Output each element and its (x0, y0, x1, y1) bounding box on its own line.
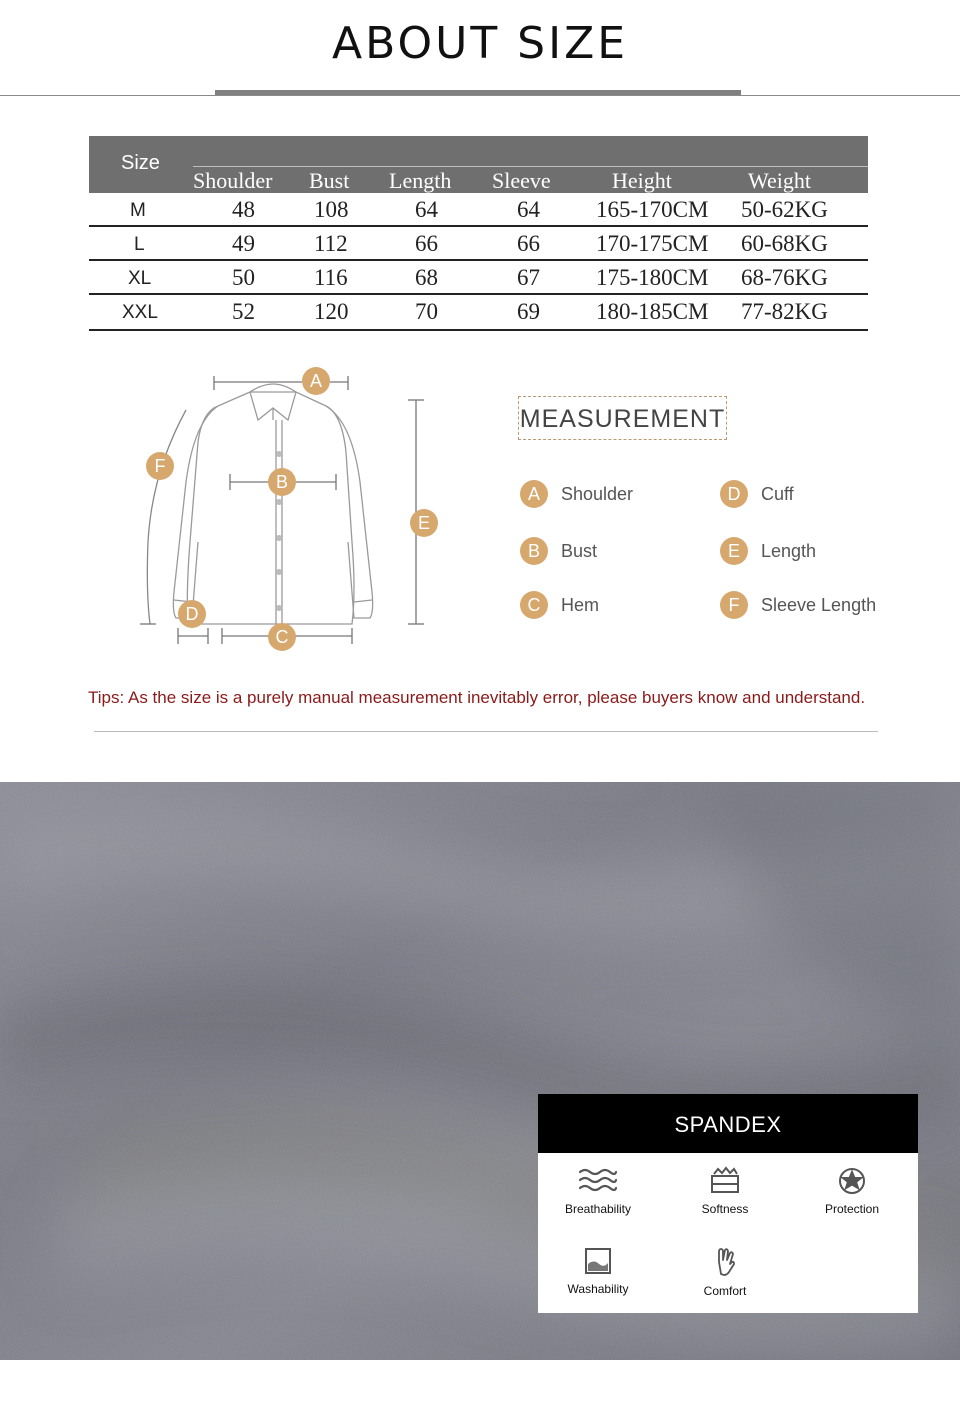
legend-label: Length (761, 540, 817, 561)
cell-sleeve: 64 (517, 197, 540, 222)
shirt-measurement-diagram (90, 362, 510, 662)
feature-label: Breathability (564, 1202, 632, 1216)
header-shoulder: Shoulder (193, 168, 273, 193)
header-weight: Weight (748, 168, 811, 193)
cell-bust: 116 (314, 265, 348, 290)
table-row (89, 295, 868, 331)
cell-height: 180-185CM (596, 299, 709, 324)
cell-weight: 50-62KG (741, 197, 828, 222)
legend-cuff (720, 480, 794, 508)
header-length: Length (389, 168, 452, 193)
legend-length (720, 537, 816, 565)
waves-icon (578, 1166, 618, 1196)
legend-label: Cuff (761, 483, 794, 504)
material-card (538, 1094, 918, 1313)
cell-bust: 120 (314, 299, 349, 324)
header-height: Height (612, 168, 672, 193)
legend-badge: E (720, 537, 748, 565)
marker-b: B (268, 468, 296, 496)
cell-length: 66 (415, 231, 438, 256)
material-title: SPANDEX (538, 1094, 918, 1153)
cell-shoulder: 49 (232, 231, 255, 256)
table-row (89, 193, 868, 227)
cell-length: 68 (415, 265, 438, 290)
cell-bust: 108 (314, 197, 349, 222)
header-sleeve: Sleeve (492, 168, 551, 193)
marker-e: E (410, 509, 438, 537)
cell-shoulder: 50 (232, 265, 255, 290)
size-table (89, 136, 868, 331)
header-underline-bar (215, 90, 741, 95)
table-row (89, 261, 868, 295)
legend-badge: C (520, 591, 548, 619)
legend-label: Bust (561, 540, 598, 561)
legend-badge: A (520, 480, 548, 508)
cell-weight: 60-68KG (741, 231, 828, 256)
legend-badge: D (720, 480, 748, 508)
legend-label: Sleeve Length (761, 594, 877, 615)
page-title: ABOUT SIZE (331, 18, 629, 69)
legend-label: Shoulder (561, 483, 634, 504)
protection-icon (837, 1166, 867, 1196)
marker-c: C (268, 623, 296, 651)
header-divider (0, 95, 960, 96)
cell-height: 165-170CM (596, 197, 709, 222)
header-size: Size (121, 152, 160, 174)
legend-badge: F (720, 591, 748, 619)
cell-weight: 68-76KG (741, 265, 828, 290)
cell-length: 70 (415, 299, 438, 324)
softness-icon (708, 1166, 742, 1196)
feature-label: Comfort (703, 1284, 747, 1298)
feature-softness (665, 1166, 785, 1216)
feature-label: Softness (701, 1202, 749, 1216)
marker-f: F (146, 452, 174, 480)
cell-shoulder: 52 (232, 299, 255, 324)
legend-label: Hem (561, 594, 600, 615)
header-bust: Bust (309, 168, 350, 193)
cell-bust: 112 (314, 231, 348, 256)
feature-label: Protection (824, 1202, 880, 1216)
table-row (89, 227, 868, 261)
cell-size: L (134, 234, 145, 255)
feature-label: Washability (567, 1282, 629, 1296)
cell-size: XL (128, 268, 152, 289)
washability-icon (583, 1246, 613, 1276)
size-table-header (89, 136, 868, 193)
cell-sleeve: 69 (517, 299, 540, 324)
header-subline (193, 166, 868, 167)
cell-sleeve: 67 (517, 265, 540, 290)
size-tips: Tips: As the size is a purely manual measurement inevitably error, please buyers know and understand. (88, 688, 866, 707)
feature-breathability (538, 1166, 658, 1216)
legend-hem (520, 591, 599, 619)
cell-size: M (130, 200, 146, 221)
marker-a: A (302, 367, 330, 395)
cell-height: 170-175CM (596, 231, 709, 256)
legend-bust (520, 537, 597, 565)
cell-size: XXL (122, 302, 158, 323)
cell-height: 175-180CM (596, 265, 709, 290)
comfort-hand-icon (710, 1246, 740, 1278)
tips-divider (94, 731, 878, 732)
measurement-title: MEASUREMENT (518, 396, 727, 440)
cell-weight: 77-82KG (741, 299, 828, 324)
legend-sleeve-length (720, 591, 876, 619)
cell-sleeve: 66 (517, 231, 540, 256)
cell-length: 64 (415, 197, 438, 222)
marker-d: D (178, 600, 206, 628)
feature-washability (538, 1246, 658, 1296)
feature-protection (792, 1166, 912, 1216)
feature-comfort (665, 1246, 785, 1298)
legend-badge: B (520, 537, 548, 565)
cell-shoulder: 48 (232, 197, 255, 222)
shirt-outline-icon (90, 362, 510, 662)
legend-shoulder (520, 480, 633, 508)
